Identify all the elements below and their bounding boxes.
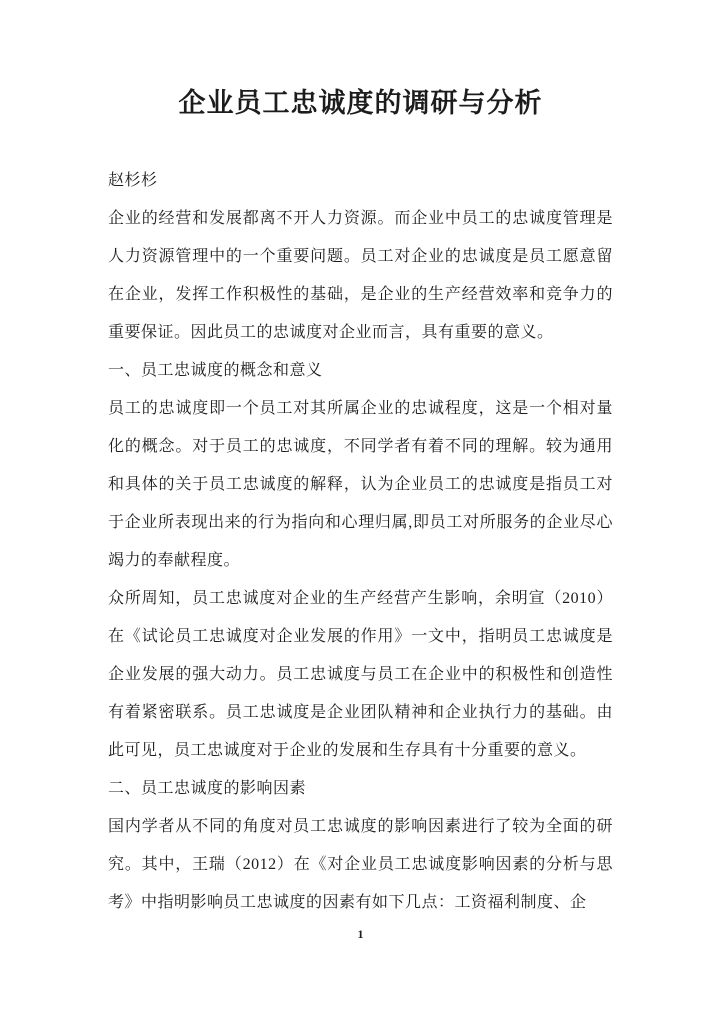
page-number: 1: [357, 927, 364, 941]
document-title: 企业员工忠诚度的调研与分析: [178, 88, 543, 118]
section-heading-1: 一、员工忠诚度的概念和意义: [108, 362, 323, 379]
paragraph-concept-definition: 员工的忠诚度即一个员工对其所属企业的忠诚程度，这是一个相对量化的概念。对于员工的忠诚度，不同学者有着不同的理解。较为通用和具体的关于员工忠诚度的解释，认为企业员工的忠诚度是指员工对于企业所表现出来的行为指向和心理归属,即员工对所服务的企业尽心竭力的奉献程度。: [108, 400, 613, 569]
document-content: [108, 0, 613, 922]
paragraph-influencing-factors: 国内学者从不同的角度对员工忠诚度的影响因素进行了较为全面的研究。其中，王瑞（2012）在《对企业员工忠诚度影响因素的分析与思考》中指明影响员工忠诚度的因素有如下几点：工资福利制度、企: [108, 818, 613, 911]
section-heading-2: 二、员工忠诚度的影响因素: [108, 780, 307, 797]
paragraph-significance: 众所周知，员工忠诚度对企业的生产经营产生影响，余明宣（2010）在《试论员工忠诚度对企业发展的作用》一文中，指明员工忠诚度是企业发展的强大动力。员工忠诚度与员工在企业中的积极性和创造性有着紧密联系。员工忠诚度是企业团队精神和企业执行力的基础。由此可见，员工忠诚度对于企业的发展和生存具有十分重要的意义。: [108, 590, 613, 759]
paragraph-intro: 企业的经营和发展都离不开人力资源。而企业中员工的忠诚度管理是人力资源管理中的一个重要问题。员工对企业的忠诚度是员工愿意留在企业，发挥工作积极性的基础，是企业的生产经营效率和竞争力的重要保证。因此员工的忠诚度对企业而言，具有重要的意义。: [108, 210, 613, 341]
author-name: 赵杉杉: [108, 172, 158, 189]
